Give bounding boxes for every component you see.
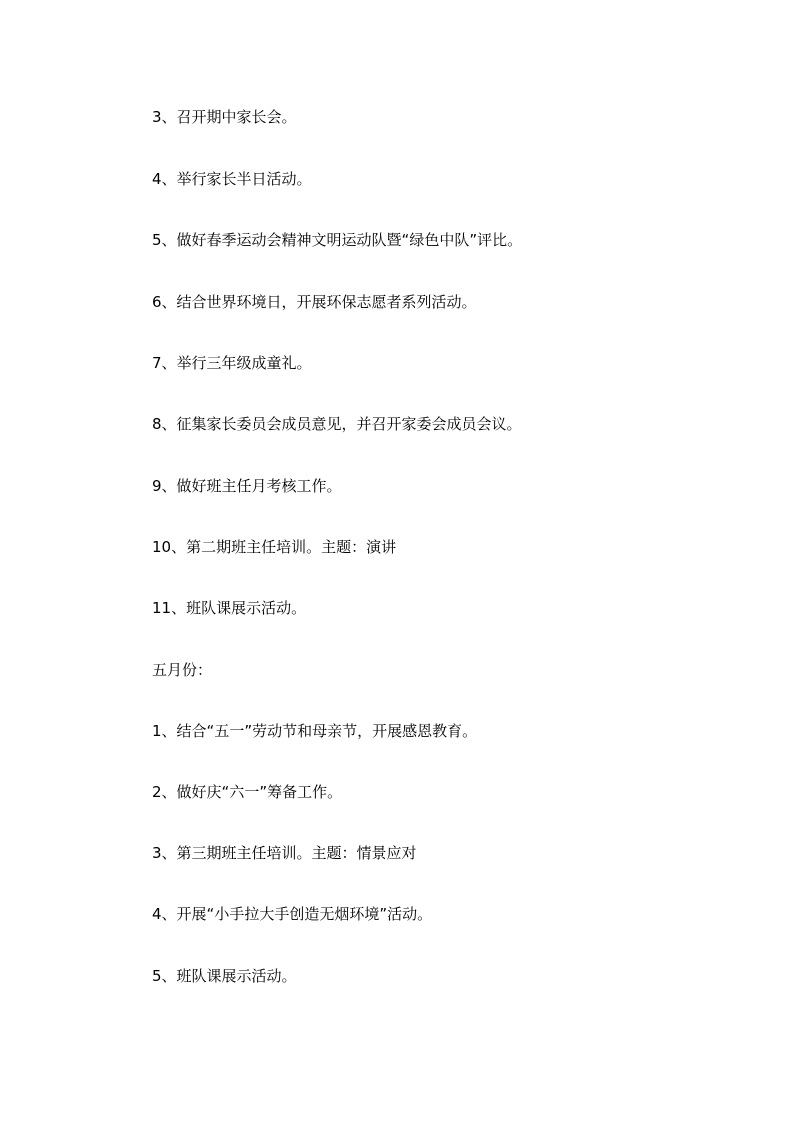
list-item-april-6: 6、结合世界环境日，开展环保志愿者系列活动。 — [152, 293, 477, 311]
list-item-april-9: 9、做好班主任月考核工作。 — [152, 477, 342, 495]
list-item-april-4: 4、举行家长半日活动。 — [152, 170, 312, 188]
list-item-may-4: 4、开展“小手拉大手创造无烟环境”活动。 — [152, 905, 433, 923]
list-item-april-5: 5、做好春季运动会精神文明运动队暨“绿色中队”评比。 — [152, 231, 523, 249]
list-item-april-10: 10、第二期班主任培训。主题：演讲 — [152, 538, 397, 556]
list-item-may-1: 1、结合“五一”劳动节和母亲节，开展感恩教育。 — [152, 722, 478, 740]
list-item-april-7: 7、举行三年级成童礼。 — [152, 354, 312, 372]
list-item-april-11: 11、班队课展示活动。 — [152, 599, 307, 617]
list-item-april-3: 3、召开期中家长会。 — [152, 108, 297, 126]
section-heading-may: 五月份： — [152, 661, 213, 679]
list-item-april-8: 8、征集家长委员会成员意见，并召开家委会成员会议。 — [152, 415, 522, 433]
list-item-may-3: 3、第三期班主任培训。主题：情景应对 — [152, 844, 417, 862]
list-item-may-5: 5、班队课展示活动。 — [152, 967, 297, 985]
list-item-may-2: 2、做好庆“六一”筹备工作。 — [152, 783, 343, 801]
